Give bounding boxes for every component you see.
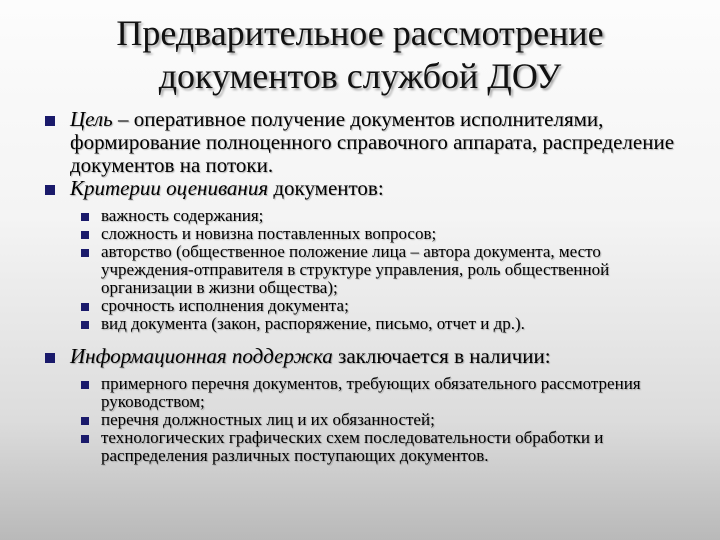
sub-bullet-text: срочность исполнения документа; — [101, 296, 349, 315]
goal-text: – оперативное получение документов исполнителями, формирование полноценного справочного аппарата, распределение документов на потоки. — [70, 107, 675, 177]
slide-title-line-1: Предварительное рассмотрение — [116, 13, 604, 53]
bullet-goal — [45, 108, 695, 177]
slide-title — [40, 12, 680, 98]
sub-bullet-support-1 — [45, 375, 695, 411]
support-term: Информационная поддержка — [70, 344, 333, 368]
sub-bullet-text: вид документа (закон, распоряжение, письмо, отчет и др.). — [101, 314, 525, 333]
square-bullet-icon — [81, 435, 89, 443]
bullet-criteria — [45, 177, 695, 200]
square-bullet-icon — [81, 381, 89, 389]
sub-bullet-criteria-5 — [45, 315, 695, 333]
square-bullet-icon — [81, 213, 89, 221]
sub-bullet-text: перечня должностных лиц и их обязанностей; — [101, 410, 435, 429]
sub-bullet-criteria-3 — [45, 243, 695, 297]
sub-bullet-criteria-4 — [45, 297, 695, 315]
sub-bullet-support-3 — [45, 429, 695, 465]
bullet-list — [45, 108, 695, 465]
support-text: заключается в наличии: — [332, 344, 551, 368]
square-bullet-icon — [81, 303, 89, 311]
sub-bullet-text: авторство (общественное положение лица – автора документа, место учреждения-отправителя в структуре управления, роль общественной организации в жизни общества); — [101, 242, 610, 297]
sub-bullet-text: сложность и новизна поставленных вопросов; — [101, 224, 437, 243]
sub-bullet-criteria-1 — [45, 207, 695, 225]
square-bullet-icon — [81, 417, 89, 425]
sub-bullet-text: примерного перечня документов, требующих обязательного рассмотрения руководством; — [101, 374, 641, 411]
sub-bullet-criteria-2 — [45, 225, 695, 243]
bullet-support — [45, 345, 695, 368]
square-bullet-icon — [81, 231, 89, 239]
sub-bullet-text: важность содержания; — [101, 206, 264, 225]
sub-bullet-text: технологических графических схем последовательности обработки и распределения различных поступающих документов. — [101, 428, 604, 465]
square-bullet-icon — [45, 353, 55, 363]
criteria-term: Критерии оценивания — [70, 176, 269, 200]
square-bullet-icon — [81, 249, 89, 257]
goal-term: Цель — [70, 107, 113, 131]
slide-title-line-2: документов службой ДОУ — [158, 56, 562, 96]
sub-bullet-support-2 — [45, 411, 695, 429]
criteria-text: документов: — [268, 176, 384, 200]
square-bullet-icon — [81, 321, 89, 329]
square-bullet-icon — [45, 185, 55, 195]
square-bullet-icon — [45, 116, 55, 126]
